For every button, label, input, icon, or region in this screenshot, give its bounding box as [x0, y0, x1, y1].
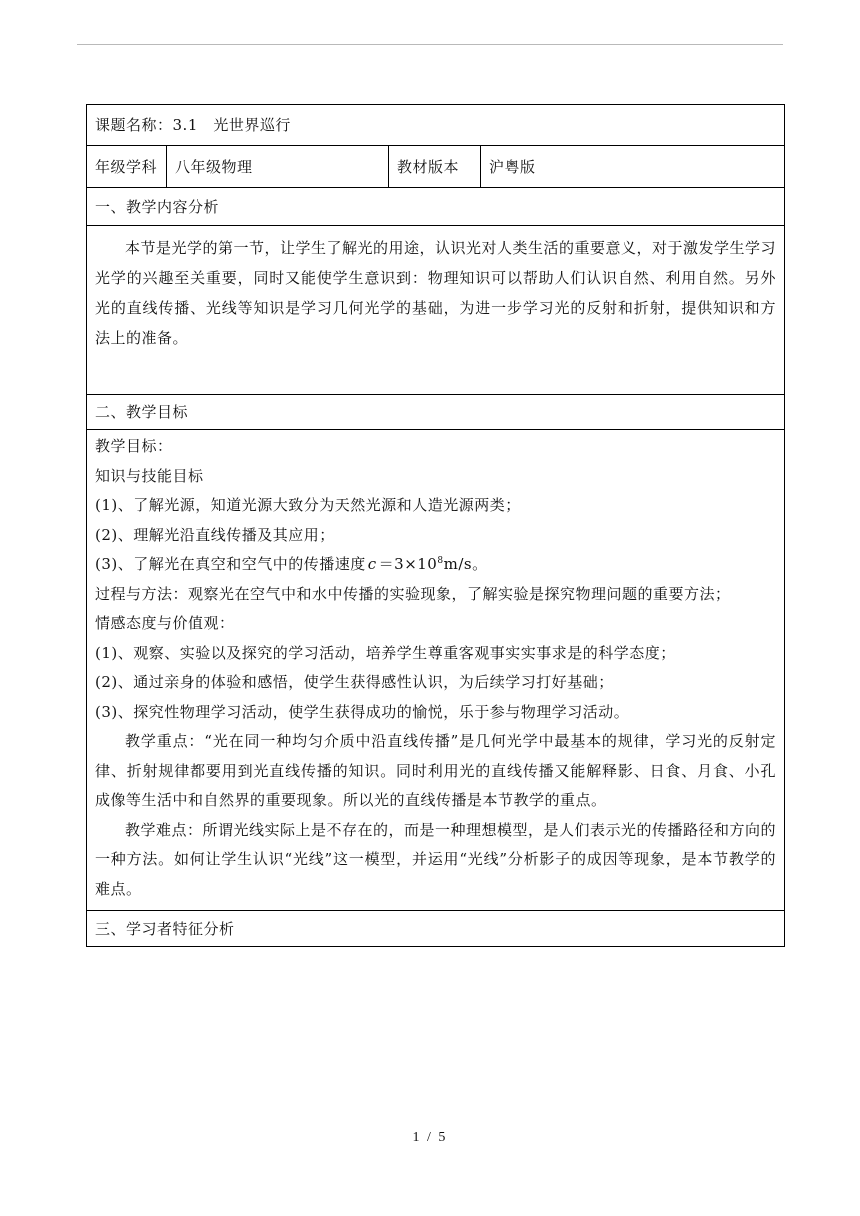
speed-symbol: c	[367, 555, 377, 573]
lesson-title-label: 课题名称：	[95, 116, 173, 134]
emotion-item-1: (1)、观察、实验以及探究的学习活动，培养学生尊重客观事实实事求是的科学态度；	[95, 643, 676, 662]
speed-exponent: 8	[437, 556, 444, 566]
knowledge-heading: 知识与技能目标	[95, 466, 204, 485]
grade-value: 八年级物理	[167, 146, 389, 188]
section-body-row	[87, 226, 785, 395]
key-point-paragraph: 教学重点：“光在同一种均匀介质中沿直线传播”是几何光学中最基本的规律，学习光的反射定律、折射规律都要用到光直线传播的知识。同时利用光的直线传播又能解释影、日食、月食、小孔成像等生活中和自然界的重要现象。所以光的直线传播是本节教学的重点。	[95, 732, 776, 809]
goals-cell	[87, 430, 785, 911]
emotion-item-2: (2)、通过亲身的体验和感悟，使学生获得感性认识，为后续学习打好基础；	[95, 673, 614, 691]
page-indicator: 1 / 5	[412, 1130, 448, 1145]
section-row	[87, 395, 785, 430]
difficulty-paragraph: 教学难点：所谓光线实际上是不存在的，而是一种理想模型，是人们表示光的传播路径和方向的一种方法。如何让学生认识“光线”这一模型，并运用“光线”分析影子的成因等现象，是本节教学的难点。	[95, 820, 777, 898]
section-body-row	[87, 430, 785, 911]
edition-label: 教材版本	[389, 146, 481, 188]
grade-label: 年级学科	[87, 146, 167, 188]
knowledge-item-1: (1)、了解光源，知道光源大致分为天然光源和人造光源两类；	[95, 496, 521, 514]
emotion-heading: 情感态度与价值观：	[95, 614, 235, 632]
lesson-title-value: 3.1 光世界巡行	[172, 116, 291, 134]
section-row	[87, 188, 785, 226]
content-analysis-paragraph: 本节是光学的第一节，让学生了解光的用途，认识光对人类生活的重要意义，对于激发学生学习光学的兴趣至关重要，同时又能使学生意识到：物理知识可以帮助人们认识自然、利用自然。另外光的直线传播、光线等知识是学习几何光学的基础，为进一步学习光的反射和折射，提供知识和方法上的准备。	[95, 239, 777, 347]
lesson-title-cell	[87, 105, 785, 146]
section-heading-learner: 三、学习者特征分析	[87, 911, 785, 947]
section-heading-content-analysis: 一、教学内容分析	[87, 188, 785, 226]
emotion-item-3: (3)、探究性物理学习活动，使学生获得成功的愉悦，乐于参与物理学习活动。	[95, 702, 630, 721]
knowledge-item-2: (2)、理解光沿直线传播及其应用；	[95, 525, 335, 544]
content-analysis-cell	[87, 226, 785, 395]
speed-unit: m/s。	[443, 555, 488, 573]
section-heading-goals: 二、教学目标	[87, 395, 785, 430]
knowledge-item-3-text: (3)、了解光在真空和空气中的传播速度	[95, 555, 366, 573]
header-rule	[77, 44, 783, 45]
edition-value: 沪粤版	[481, 146, 785, 188]
speed-value: ＝3×10	[378, 555, 438, 573]
lesson-plan-table	[86, 104, 785, 947]
goals-intro: 教学目标：	[95, 437, 173, 455]
title-row	[87, 105, 785, 146]
section-row	[87, 911, 785, 947]
knowledge-item-3	[95, 550, 776, 580]
process-method-text: 过程与方法：观察光在空气中和水中传播的实验现象，了解实验是探究物理问题的重要方法；	[95, 584, 731, 603]
meta-row	[87, 146, 785, 188]
